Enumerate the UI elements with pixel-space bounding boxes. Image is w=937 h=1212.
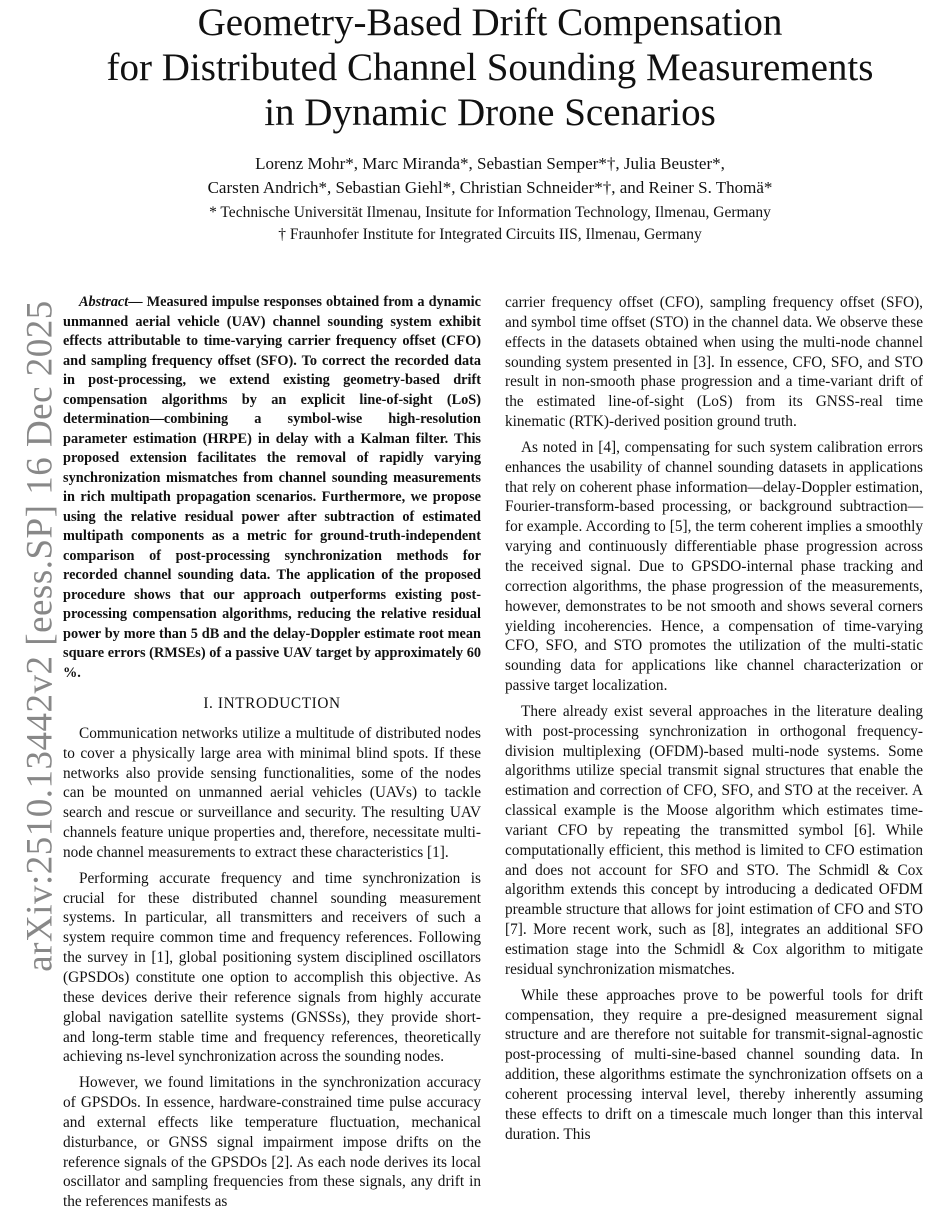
intro-paragraph-6: While these approaches prove to be powerful tools for drift compensation, they require a pre-designed measurement signal structure and are therefore not suitable for transmit-signal-agnostic post-processing of multi-sine-based channel sounding data. In addition, these algorithms estimate the synchronization offsets on a coherent processing interval level, thereby inherently assuming these effects to drift on a timescale much longer than this interval duration. This [505,986,923,1143]
title-line-3: in Dynamic Drone Scenarios [264,91,716,134]
intro-paragraph-2: Performing accurate frequency and time synchronization is crucial for these distributed channel sounding measurement systems. In particular, all transmitters and receivers of such a system require common time and frequency references. Following the survey in [1], global positioning system disciplined oscillators (GPSDOs) constitute one option to accomplish this objective. As these devices derive their reference signals from highly accurate global navigation satellite systems (GNSSs), they provide short- and long-term stable time and frequency references, theoretically achieving ns-level synchronization across the sounding nodes. [63,869,481,1066]
abstract-label: Abstract [79,294,129,310]
title-line-2: for Distributed Channel Sounding Measurements [106,46,874,89]
author-list [60,152,920,200]
arxiv-id-text: arXiv:2510.13442v2 [eess.SP] 16 Dec 2025 [19,300,61,972]
intro-paragraph-3-continued: carrier frequency offset (CFO), sampling frequency offset (SFO), and symbol time offset (STO) in the channel data. We observe these effects in the datasets obtained when using the multi-node channel sounding system presented in [3]. In essence, CFO, SFO, and STO result in non-smooth phase progression and a time-variant drift of the estimated line-of-sight (LoS) from its GNSS-real time kinematic (RTK)-derived position ground truth. [505,294,923,431]
arxiv-identifier [19,300,61,972]
abstract [63,293,481,683]
right-column [505,293,923,1144]
intro-paragraph-1: Communication networks utilize a multitude of distributed nodes to cover a physically large area with minimal blind spots. If these networks also provide sensing functionalities, some of the nodes can be mounted on unmanned aerial vehicles (UAVs) to tackle search and rescue or surveillance and security. The resulting UAV channels feature unique properties and, therefore, necessitate multi-node channel measurements to extract these characteristics [1]. [63,724,481,861]
affiliations [60,202,920,246]
author-line-1: Lorenz Mohr*, Marc Miranda*, Sebastian Semper*†, Julia Beuster*, [255,154,725,173]
intro-paragraph-5: There already exist several approaches in the literature dealing with post-processing synchronization in orthogonal frequency-division multiplexing (OFDM)-based multi-node systems. Some algorithms utilize special transmit signal structures that enable the estimation and correction of CFO, SFO, and STO at the receiver. A classical example is the Moose algorithm which estimates time-variant CFO by repeating the transmitted symbol [6]. While computationally efficient, this method is limited to CFO estimation and does not account for SFO and STO. The Schmidl & Cox algorithm extends this concept by introducing a dedicated OFDM preamble structure that allows for joint estimation of CFO and STO [7]. More recent work, such as [8], integrates an additional SFO estimation stage into the Schmidl & Cox algorithm to mitigate residual synchronization mismatches. [505,702,923,978]
author-line-2: Carsten Andrich*, Sebastian Giehl*, Christian Schneider*†, and Reiner S. Thomä* [207,178,773,197]
section-heading-introduction: I. INTRODUCTION [203,695,341,712]
intro-paragraph-4: As noted in [4], compensating for such system calibration errors enhances the usability of channel sounding datasets in applications that rely on coherent phase information—delay-Doppler estimation, Fourier-transform-based processing, or background subtraction—for example. According to [5], the term coherent implies a smoothly varying and continuously differentiable phase progression across the received signal. Due to GPSDO-internal phase tracking and correction algorithms, the phase progression of the measurements, however, demonstrates to be not smooth and shows several corners yielding incoherencies. Hence, a compensation of time-varying CFO, SFO, and STO promotes the utilization of the multi-static sounding data for applications like channel characterization or passive target localization. [505,438,923,695]
left-column [63,293,481,1212]
abstract-text: — Measured impulse responses obtained from a dynamic unmanned aerial vehicle (UAV) channel sounding system exhibit effects attributable to time-varying carrier frequency offset (CFO) and sampling frequency offset (SFO). To correct the recorded data in post-processing, we extend existing geometry-based drift compensation algorithms by an explicit line-of-sight (LoS) determination—combining a symbol-wise high-resolution parameter estimation (HRPE) in delay with a Kalman filter. This proposed extension facilitates the removal of rapidly varying synchronization mismatches from channel sounding measurements in rich multipath propagation scenarios. Furthermore, we propose using the relative residual power after subtraction of estimated multipath components as a metric for ground-truth-independent comparison of post-processing synchronization methods for recorded channel sounding data. The application of the proposed procedure shows that our approach outperforms existing post-processing compensation algorithms, reducing the relative residual power by more than 5 dB and the delay-Doppler estimate root mean square errors (RMSEs) of a passive UAV target by approximately 60 %. [63,294,481,681]
intro-paragraph-3: However, we found limitations in the synchronization accuracy of GPSDOs. In essence, hardware-constrained time pulse accuracy and external effects like temperature fluctuation, mechanical disturbance, or GNSS signal impairment impose drifts on the reference signals of the GPSDOs [2]. As each node derives its local oscillator and sampling frequencies from these signals, any drift in the references manifests as [63,1074,481,1211]
title-line-1: Geometry-Based Drift Compensation [197,1,783,44]
paper-title [60,0,920,135]
affiliation-2: † Fraunhofer Institute for Integrated Circuits IIS, Ilmenau, Germany [278,226,702,243]
affiliation-1: * Technische Universität Ilmenau, Insitute for Information Technology, Ilmenau, Germany [209,204,771,221]
